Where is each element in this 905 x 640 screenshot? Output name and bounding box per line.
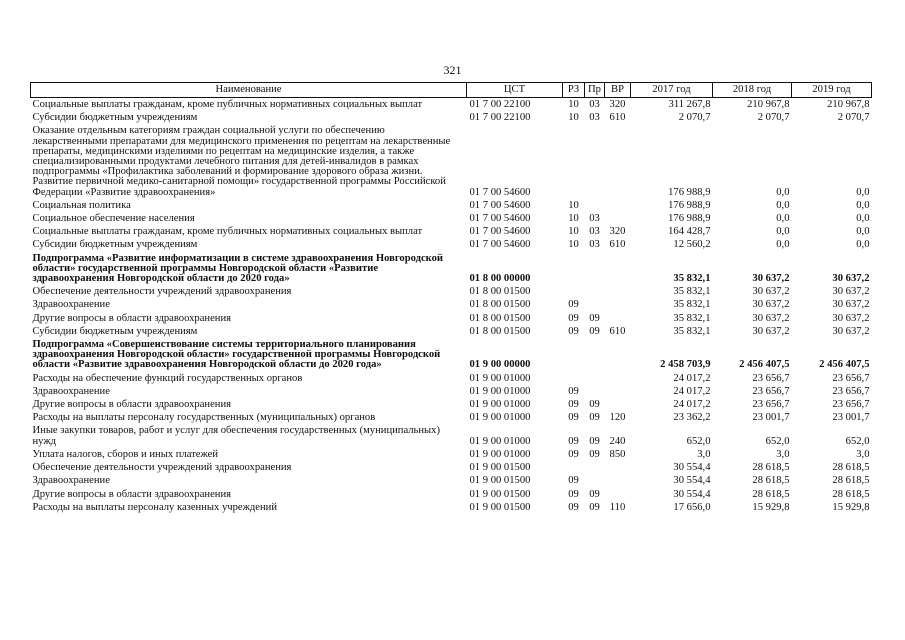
row-pr [585, 124, 605, 198]
row-cst: 01 9 00 01000 [469, 372, 531, 384]
row-cst: 01 9 00 01000 [469, 435, 531, 447]
row-cst: 01 8 00 01500 [469, 286, 531, 298]
row-pr: 09 [589, 435, 600, 447]
row-2018: 30 637,2 [752, 286, 790, 298]
table-row [31, 474, 872, 487]
row-vr: 110 [609, 501, 626, 513]
row-2017: 35 832,1 [673, 286, 711, 298]
row-vr: 320 [609, 226, 626, 238]
row-name: Другие вопросы в области здравоохранения [32, 488, 231, 500]
row-2019: 28 618,5 [832, 488, 870, 500]
row-2017: 176 988,9 [668, 186, 711, 198]
row-rz: 09 [568, 325, 579, 337]
row-vr [605, 252, 631, 286]
row-rz [563, 461, 585, 474]
row-pr [585, 252, 605, 286]
row-2017: 23 362,2 [673, 412, 711, 424]
header-2017: 2017 год [631, 83, 713, 98]
table-row [31, 461, 872, 474]
table-row [31, 298, 872, 311]
row-pr: 03 [589, 112, 600, 124]
row-cst: 01 7 00 22100 [469, 99, 531, 110]
row-name: Здравоохранение [32, 385, 110, 397]
row-2018: 30 637,2 [752, 325, 790, 337]
header-name: Наименование [31, 83, 467, 98]
page-number: 321 [443, 63, 462, 77]
row-vr: 850 [609, 448, 626, 460]
row-2018: 2 070,7 [757, 112, 790, 124]
row-name: Социальное обеспечение населения [32, 213, 195, 225]
row-cst: 01 9 00 01000 [469, 399, 531, 411]
table-row [31, 225, 872, 238]
row-cst: 01 8 00 01500 [469, 299, 531, 311]
header-pr: Пр [585, 83, 605, 98]
row-vr: 120 [609, 412, 626, 424]
row-name: Расходы на выплаты персоналу государственных (муниципальных) органов [32, 412, 376, 424]
row-2017: 17 656,0 [673, 501, 711, 513]
row-2019: 28 618,5 [832, 475, 870, 487]
row-2018: 652,0 [765, 435, 790, 447]
row-2017: 24 017,2 [673, 372, 711, 384]
row-2019: 30 637,2 [832, 273, 870, 285]
row-2018: 30 637,2 [752, 312, 790, 324]
row-pr [585, 474, 605, 487]
row-2018: 210 967,8 [747, 99, 790, 110]
row-name: Здравоохранение [32, 299, 110, 311]
row-2018: 3,0 [776, 448, 790, 460]
row-2018: 23 656,7 [752, 399, 790, 411]
row-cst: 01 9 00 01500 [469, 462, 531, 474]
row-name: Иные закупки товаров, работ и услуг для обеспечения государственных (муниципальных) нужд [32, 425, 440, 447]
row-rz: 10 [568, 213, 579, 225]
table-header [31, 83, 872, 98]
row-pr: 03 [589, 239, 600, 251]
row-rz: 10 [568, 226, 579, 238]
row-2019: 23 656,7 [832, 399, 870, 411]
row-vr [605, 338, 631, 372]
row-name: Социальная политика [32, 199, 131, 211]
row-2017: 2 458 703,9 [660, 359, 711, 371]
row-2019: 30 637,2 [832, 299, 870, 311]
row-name: Оказание отдельным категориям граждан социальной услуги по обеспечению лекарственными препаратами для медицинского применения по рецептам на лекарственные препараты, медицинскими изделиями по рецептам на медицинские изделия, а также специализированными продуктами лечебного питания для детей-инвалидов в рамках подпрограммы «Профилактика заболеваний и формирование здорового образа жизни. Развитие первичной медико-санитарной помощи» государственной программы Российской Федерации «Развитие здравоохранения» [32, 125, 451, 198]
row-vr [605, 199, 631, 212]
row-vr [605, 212, 631, 225]
table-row [31, 212, 872, 225]
row-pr: 09 [589, 412, 600, 424]
row-pr: 03 [589, 226, 600, 238]
row-pr: 09 [589, 399, 600, 411]
row-2019: 3,0 [856, 448, 870, 460]
row-cst: 01 9 00 01000 [469, 412, 531, 424]
row-name: Подпрограмма «Развитие информатизации в системе здравоохранения Новгородской области» государственной программы Новгородской области «Развитие здравоохранения Новгородской области до 2020 года» [32, 252, 444, 285]
row-name: Обеспечение деятельности учреждений здравоохранения [32, 462, 292, 474]
row-2018: 23 001,7 [752, 412, 790, 424]
header-vr: ВР [605, 83, 631, 98]
row-vr: 320 [609, 99, 626, 110]
row-2017: 35 832,1 [673, 299, 711, 311]
row-pr [585, 298, 605, 311]
row-2019: 0,0 [856, 226, 870, 238]
table-row [31, 411, 872, 424]
table-row [31, 488, 872, 501]
row-name: Социальные выплаты гражданам, кроме публичных нормативных социальных выплат [32, 226, 423, 238]
header-2019: 2019 год [792, 83, 872, 98]
row-2019: 28 618,5 [832, 462, 870, 474]
row-pr [585, 199, 605, 212]
row-pr: 09 [589, 325, 600, 337]
row-2017: 311 267,8 [668, 99, 711, 110]
row-rz: 09 [568, 488, 579, 500]
row-cst: 01 7 00 54600 [469, 199, 531, 211]
row-cst: 01 8 00 01500 [469, 325, 531, 337]
row-2017: 35 832,1 [673, 325, 711, 337]
row-2017: 176 988,9 [668, 199, 711, 211]
header-cst: ЦСТ [467, 83, 563, 98]
row-2019: 0,0 [856, 199, 870, 211]
row-vr [605, 312, 631, 325]
table-row [31, 385, 872, 398]
row-cst: 01 8 00 01500 [469, 312, 531, 324]
row-rz: 09 [568, 399, 579, 411]
row-name: Расходы на обеспечение функций государственных органов [32, 372, 303, 384]
row-2019: 30 637,2 [832, 325, 870, 337]
row-vr: 610 [609, 112, 626, 124]
row-rz [563, 285, 585, 298]
row-pr: 09 [589, 488, 600, 500]
table-row [31, 252, 872, 286]
row-vr: 610 [609, 239, 626, 251]
row-name: Субсидии бюджетным учреждениям [32, 112, 198, 124]
row-rz [563, 338, 585, 372]
table-row [31, 338, 872, 372]
row-rz: 10 [568, 99, 579, 110]
table-row [31, 398, 872, 411]
row-cst: 01 9 00 01000 [469, 448, 531, 460]
row-rz: 09 [568, 412, 579, 424]
row-2019: 23 656,7 [832, 372, 870, 384]
row-name: Уплата налогов, сборов и иных платежей [32, 448, 219, 460]
row-name: Другие вопросы в области здравоохранения [32, 312, 231, 324]
row-vr [605, 372, 631, 385]
row-2018: 23 656,7 [752, 385, 790, 397]
row-pr: 09 [589, 312, 600, 324]
row-2018: 0,0 [776, 213, 790, 225]
row-pr [585, 372, 605, 385]
table-row [31, 372, 872, 385]
row-vr [605, 488, 631, 501]
row-pr: 09 [589, 501, 600, 513]
row-2018: 2 456 407,5 [739, 359, 790, 371]
table-row [31, 98, 872, 112]
row-2017: 652,0 [686, 435, 711, 447]
row-pr [585, 338, 605, 372]
row-2018: 30 637,2 [752, 273, 790, 285]
row-2019: 0,0 [856, 239, 870, 251]
row-2018: 28 618,5 [752, 488, 790, 500]
row-2017: 3,0 [697, 448, 711, 460]
row-2018: 28 618,5 [752, 462, 790, 474]
row-vr [605, 298, 631, 311]
budget-table [30, 82, 872, 514]
row-pr [585, 461, 605, 474]
row-rz: 09 [568, 299, 579, 311]
table-row [31, 199, 872, 212]
row-cst: 01 9 00 01000 [469, 385, 531, 397]
row-2017: 176 988,9 [668, 213, 711, 225]
row-cst: 01 7 00 54600 [469, 226, 531, 238]
row-2019: 652,0 [845, 435, 870, 447]
row-2018: 0,0 [776, 239, 790, 251]
row-vr: 610 [609, 325, 626, 337]
row-cst: 01 9 00 00000 [469, 359, 531, 371]
row-name: Субсидии бюджетным учреждениям [32, 325, 198, 337]
row-cst: 01 9 00 01500 [469, 475, 531, 487]
row-2019: 23 656,7 [832, 385, 870, 397]
row-name: Расходы на выплаты персоналу казенных учреждений [32, 501, 277, 513]
row-cst: 01 7 00 54600 [469, 213, 531, 225]
row-pr: 09 [589, 448, 600, 460]
row-2017: 24 017,2 [673, 399, 711, 411]
row-2018: 30 637,2 [752, 299, 790, 311]
row-cst: 01 7 00 54600 [469, 239, 531, 251]
row-pr [585, 385, 605, 398]
row-rz [563, 252, 585, 286]
row-cst: 01 9 00 01500 [469, 501, 531, 513]
row-2017: 12 560,2 [673, 239, 711, 251]
row-rz: 09 [568, 475, 579, 487]
row-rz: 10 [568, 199, 579, 211]
row-2017: 24 017,2 [673, 385, 711, 397]
row-rz [563, 124, 585, 198]
row-2018: 0,0 [776, 186, 790, 198]
table-row [31, 285, 872, 298]
row-2017: 30 554,4 [673, 475, 711, 487]
row-2017: 30 554,4 [673, 488, 711, 500]
row-vr [605, 398, 631, 411]
table-row [31, 501, 872, 514]
row-name: Здравоохранение [32, 475, 110, 487]
row-rz: 09 [568, 435, 579, 447]
row-2019: 23 001,7 [832, 412, 870, 424]
table-row [31, 238, 872, 251]
row-rz: 10 [568, 112, 579, 124]
row-rz: 09 [568, 501, 579, 513]
row-2018: 23 656,7 [752, 372, 790, 384]
row-rz [563, 372, 585, 385]
row-2019: 15 929,8 [832, 501, 870, 513]
row-pr: 03 [589, 99, 600, 110]
row-rz: 09 [568, 312, 579, 324]
table-row [31, 424, 872, 447]
row-cst: 01 9 00 01500 [469, 488, 531, 500]
row-cst: 01 7 00 22100 [469, 112, 531, 124]
table-row [31, 325, 872, 338]
row-2017: 35 832,1 [673, 312, 711, 324]
row-2019: 0,0 [856, 186, 870, 198]
row-2018: 0,0 [776, 226, 790, 238]
row-vr [605, 285, 631, 298]
row-vr [605, 461, 631, 474]
row-2017: 35 832,1 [673, 273, 711, 285]
row-2019: 30 637,2 [832, 312, 870, 324]
row-name: Другие вопросы в области здравоохранения [32, 399, 231, 411]
row-2018: 0,0 [776, 199, 790, 211]
table-body [31, 98, 872, 514]
row-2019: 30 637,2 [832, 286, 870, 298]
row-name: Обеспечение деятельности учреждений здравоохранения [32, 286, 292, 298]
row-2019: 210 967,8 [827, 99, 870, 110]
row-2018: 15 929,8 [752, 501, 790, 513]
row-name: Социальные выплаты гражданам, кроме публичных нормативных социальных выплат [32, 99, 423, 110]
row-vr [605, 474, 631, 487]
row-2017: 30 554,4 [673, 462, 711, 474]
row-rz: 10 [568, 239, 579, 251]
table-row [31, 448, 872, 461]
header-rz: РЗ [563, 83, 585, 98]
row-cst: 01 8 00 00000 [469, 273, 531, 285]
row-2019: 2 456 407,5 [819, 359, 870, 371]
row-name: Субсидии бюджетным учреждениям [32, 239, 198, 251]
row-vr [605, 124, 631, 198]
table-row [31, 124, 872, 198]
row-2018: 28 618,5 [752, 475, 790, 487]
row-2017: 2 070,7 [678, 112, 711, 124]
header-2018: 2018 год [713, 83, 792, 98]
row-2019: 2 070,7 [837, 112, 870, 124]
table-row [31, 312, 872, 325]
row-name: Подпрограмма «Совершенствование системы территориального планирования здравоохранения Новгородской области» государственной программы Новгородской области «Развитие здравоохранения Новгородской области до 2020 года» [32, 339, 441, 371]
row-2019: 0,0 [856, 213, 870, 225]
table-row [31, 111, 872, 124]
row-vr [605, 385, 631, 398]
row-pr [585, 285, 605, 298]
row-vr: 240 [609, 435, 626, 447]
row-pr: 03 [589, 213, 600, 225]
row-2017: 164 428,7 [668, 226, 711, 238]
row-cst: 01 7 00 54600 [469, 186, 531, 198]
row-rz: 09 [568, 448, 579, 460]
row-rz: 09 [568, 385, 579, 397]
